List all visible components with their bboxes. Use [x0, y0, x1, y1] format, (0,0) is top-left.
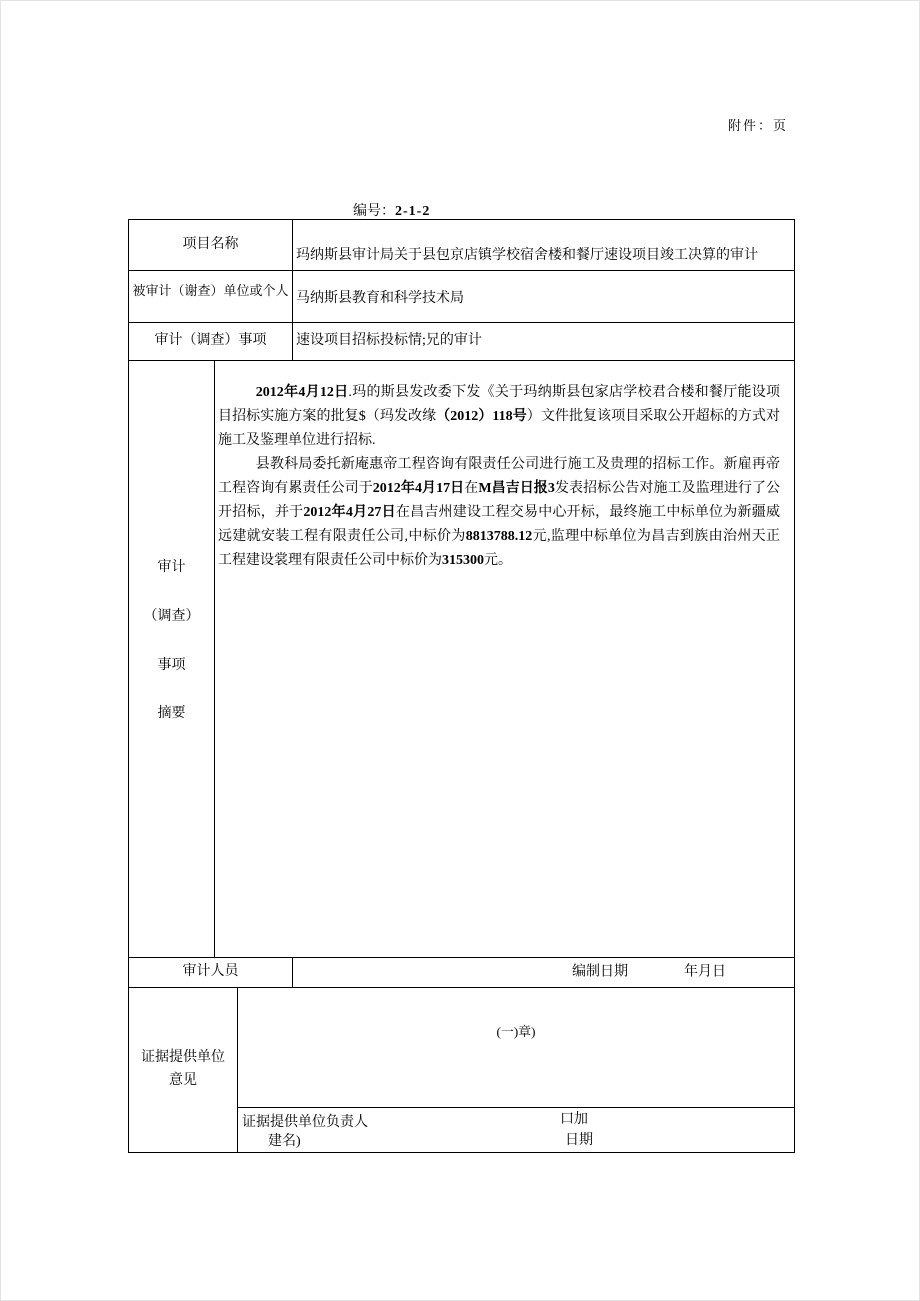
evidence-responsible-label: 证据提供单位负责人: [242, 1115, 368, 1130]
attachment-note: 附件：页: [728, 118, 789, 133]
summary-paragraph: 县教科局委托新庵惠帝工程咨询有限责任公司进行施工及贵理的招标工作。新雇再帝工程咨询有累责任公司于2012年4月17日在M昌吉日报3发表招标公告对施工及监理进行了公开招标，并于2012年4月27日在昌吉州建设工程交易中心开标，最终施工中标单位为新疆威远建就安装工程有限责任公司,中标价为8813788.12元,监理中标单位为昌吉到族由治州天正工程建设裳理有限责任公司中标价为315300元。: [218, 457, 781, 568]
doc-number: [353, 200, 430, 220]
summary-label-line: 审计: [157, 560, 186, 575]
audited-unit-value: 马纳斯县教育和科学技术局: [296, 291, 464, 307]
evidence-footer: [238, 1108, 794, 1152]
evidence-date-label: 日期: [565, 1133, 593, 1148]
summary-label: [129, 361, 214, 957]
audited-unit-label: 被审计（谢查）单位或个人: [132, 282, 289, 298]
doc-number-label: 编号：: [353, 204, 395, 219]
auditors-content: [293, 958, 794, 987]
summary-body: [215, 361, 794, 957]
evidence-stamp-note: 口加: [560, 1112, 588, 1127]
evidence-unit-label: [129, 988, 237, 1152]
doc-number-value: 2-1-2: [395, 204, 431, 219]
audit-form-table: [128, 219, 795, 1153]
evidence-signature-label: 建名): [268, 1134, 301, 1149]
compile-date-label: 编制日期: [572, 964, 628, 980]
auditors-label: 审计人员: [182, 964, 239, 980]
evidence-unit-label-line: 证据提供单位: [141, 1050, 225, 1066]
summary-label-line: （调查）: [143, 608, 200, 624]
compile-date-value: 年月日: [684, 964, 726, 980]
audit-matter-label: 审计（调查）事项: [154, 333, 267, 349]
evidence-seal-area: [238, 988, 794, 1107]
audit-matter-value: 速设项目招标投标情;兄的审计: [296, 333, 482, 349]
summary-paragraph: 2012年4月12日.玛的斯县发改委下发《关于玛纳斯县包家店学校君合楼和餐厅能设项目招标实施方案的批复$（玛发改缘（2012）118号）文件批复该项目采取公开超标的方式对施工及鉴理单位进行招标.: [218, 385, 781, 448]
summary-label-line: 事项: [157, 657, 186, 673]
project-name-label: 项目名称: [182, 236, 239, 252]
project-name-value: 玛纳斯县审计局关于县包京店镇学校宿舍楼和餐厅速设项目竣工决算的审计: [296, 248, 758, 264]
evidence-seal-placeholder: (一)章): [496, 1024, 536, 1039]
summary-label-line: 摘要: [157, 706, 186, 722]
evidence-unit-label-line: 意见: [169, 1073, 197, 1088]
